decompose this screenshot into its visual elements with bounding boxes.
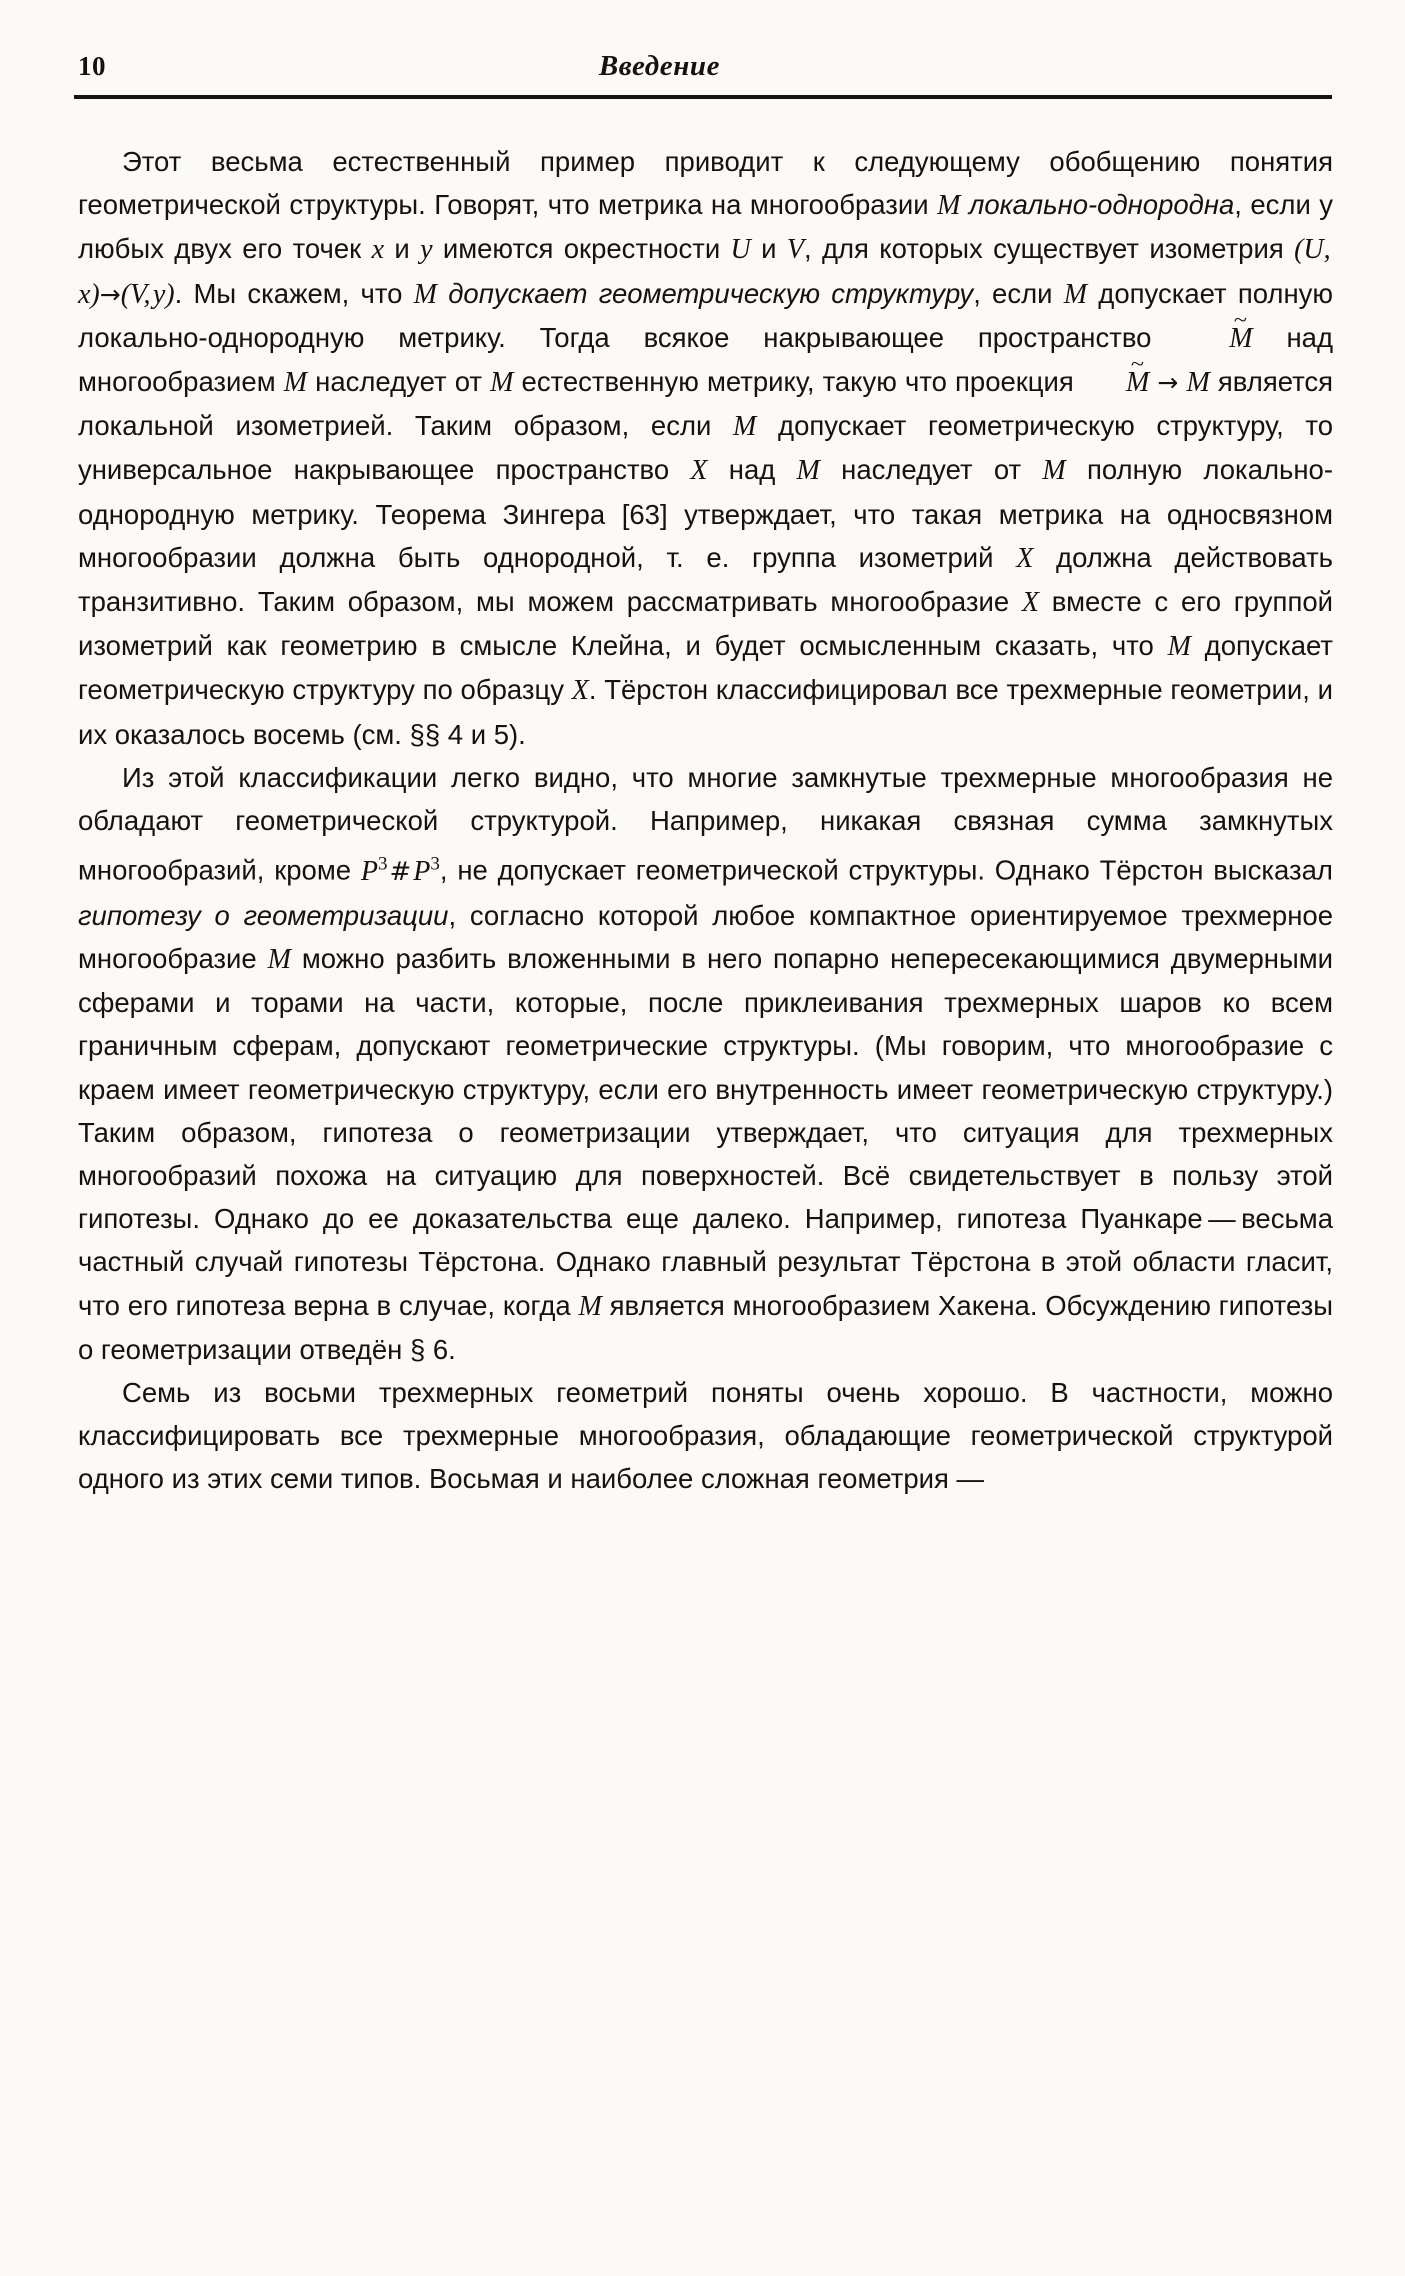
paragraph-1: Этот весьма естественный пример приводит к следующему обобщению понятия геометрической структуры. Говорят, что метрика на многообразии M локально-однородна, если у любых двух его точек x и y имеются окрестности U и V, для которых существует изометрия (U, x)→(V, y). Мы скажем, что M допускает геометрическую структуру, если M допускает полную локально-однородную метрику. Тогда всякое накрывающее пространство ~ M над многообразием M наследует от M естественную метрику, такую что проекция ~ M → M является локальной изометрией. Таким образом, если M допускает геометрическую структуру, то универсальное накрывающее пространство X над M наследует от M полную локально-однородную метрику. Теорема Зингера [63] утверждает, что такая метрика на односвязном многообразии должна быть однородной, т. е. группа изометрий X должна действовать транзитивно. Таким образом, мы можем рассматривать многообразие X вместе с его группой изометрий как геометрию в смысле Клейна, и будет осмысленным сказать, что M допускает геометрическую структуру по образцу X. Тёрстон классифицировал все трехмерные геометрии, и их оказалось восемь (см. §§ 4 и 5). bbox=[78, 140, 1333, 756]
paragraph-3: Семь из восьми трехмерных геометрий поняты очень хорошо. В частности, можно классифицировать все трехмерные многообразия, обладающие геометрической структурой одного из этих семи типов. Восьмая и наиболее сложная геометрия — bbox=[78, 1377, 1333, 1495]
paragraph-2: Из этой классификации легко видно, что многие замкнутые трехмерные многообразия не обладают геометрической структурой. Например, никакая связная сумма замкнутых многообразий, кроме $P^3​\#​P^3$, не допускает геометрической структуры. Однако Тёрстон высказал гипотезу о геометризации, согласно которой любое компактное ориентируемое трехмерное многообразие M можно разбить вложенными в него попарно непересекающимися двумерными сферами и торами на части, которые, после приклеивания трехмерных шаров ко всем граничным сферам, допускают геометрические структуры. (Мы говорим, что многообразие с краем имеет геометрическую структуру, если его внутренность имеет геометрическую структуру.) Таким образом, гипотеза о геометризации утверждает, что ситуация для трехмерных многообразий похожа на ситуацию для поверхностей. Всё свидетельствует в пользу этой гипотезы. Однако до ее доказательства еще далеко. Например, гипотеза Пуанкаре — весьма частный случай гипотезы Тёрстона. Однако главный результат Тёрстона в этой области гласит, что его гипотеза верна в случае, когда M является многообразием Хакена. Обсуждению гипотезы о геометризации отведён § 6. bbox=[78, 761, 1334, 1365]
running-title: Введение bbox=[598, 50, 721, 82]
page-number: 10 bbox=[78, 51, 106, 81]
page-header bbox=[78, 50, 1333, 90]
body-text bbox=[78, 140, 1333, 1501]
header-rule bbox=[74, 95, 1332, 99]
